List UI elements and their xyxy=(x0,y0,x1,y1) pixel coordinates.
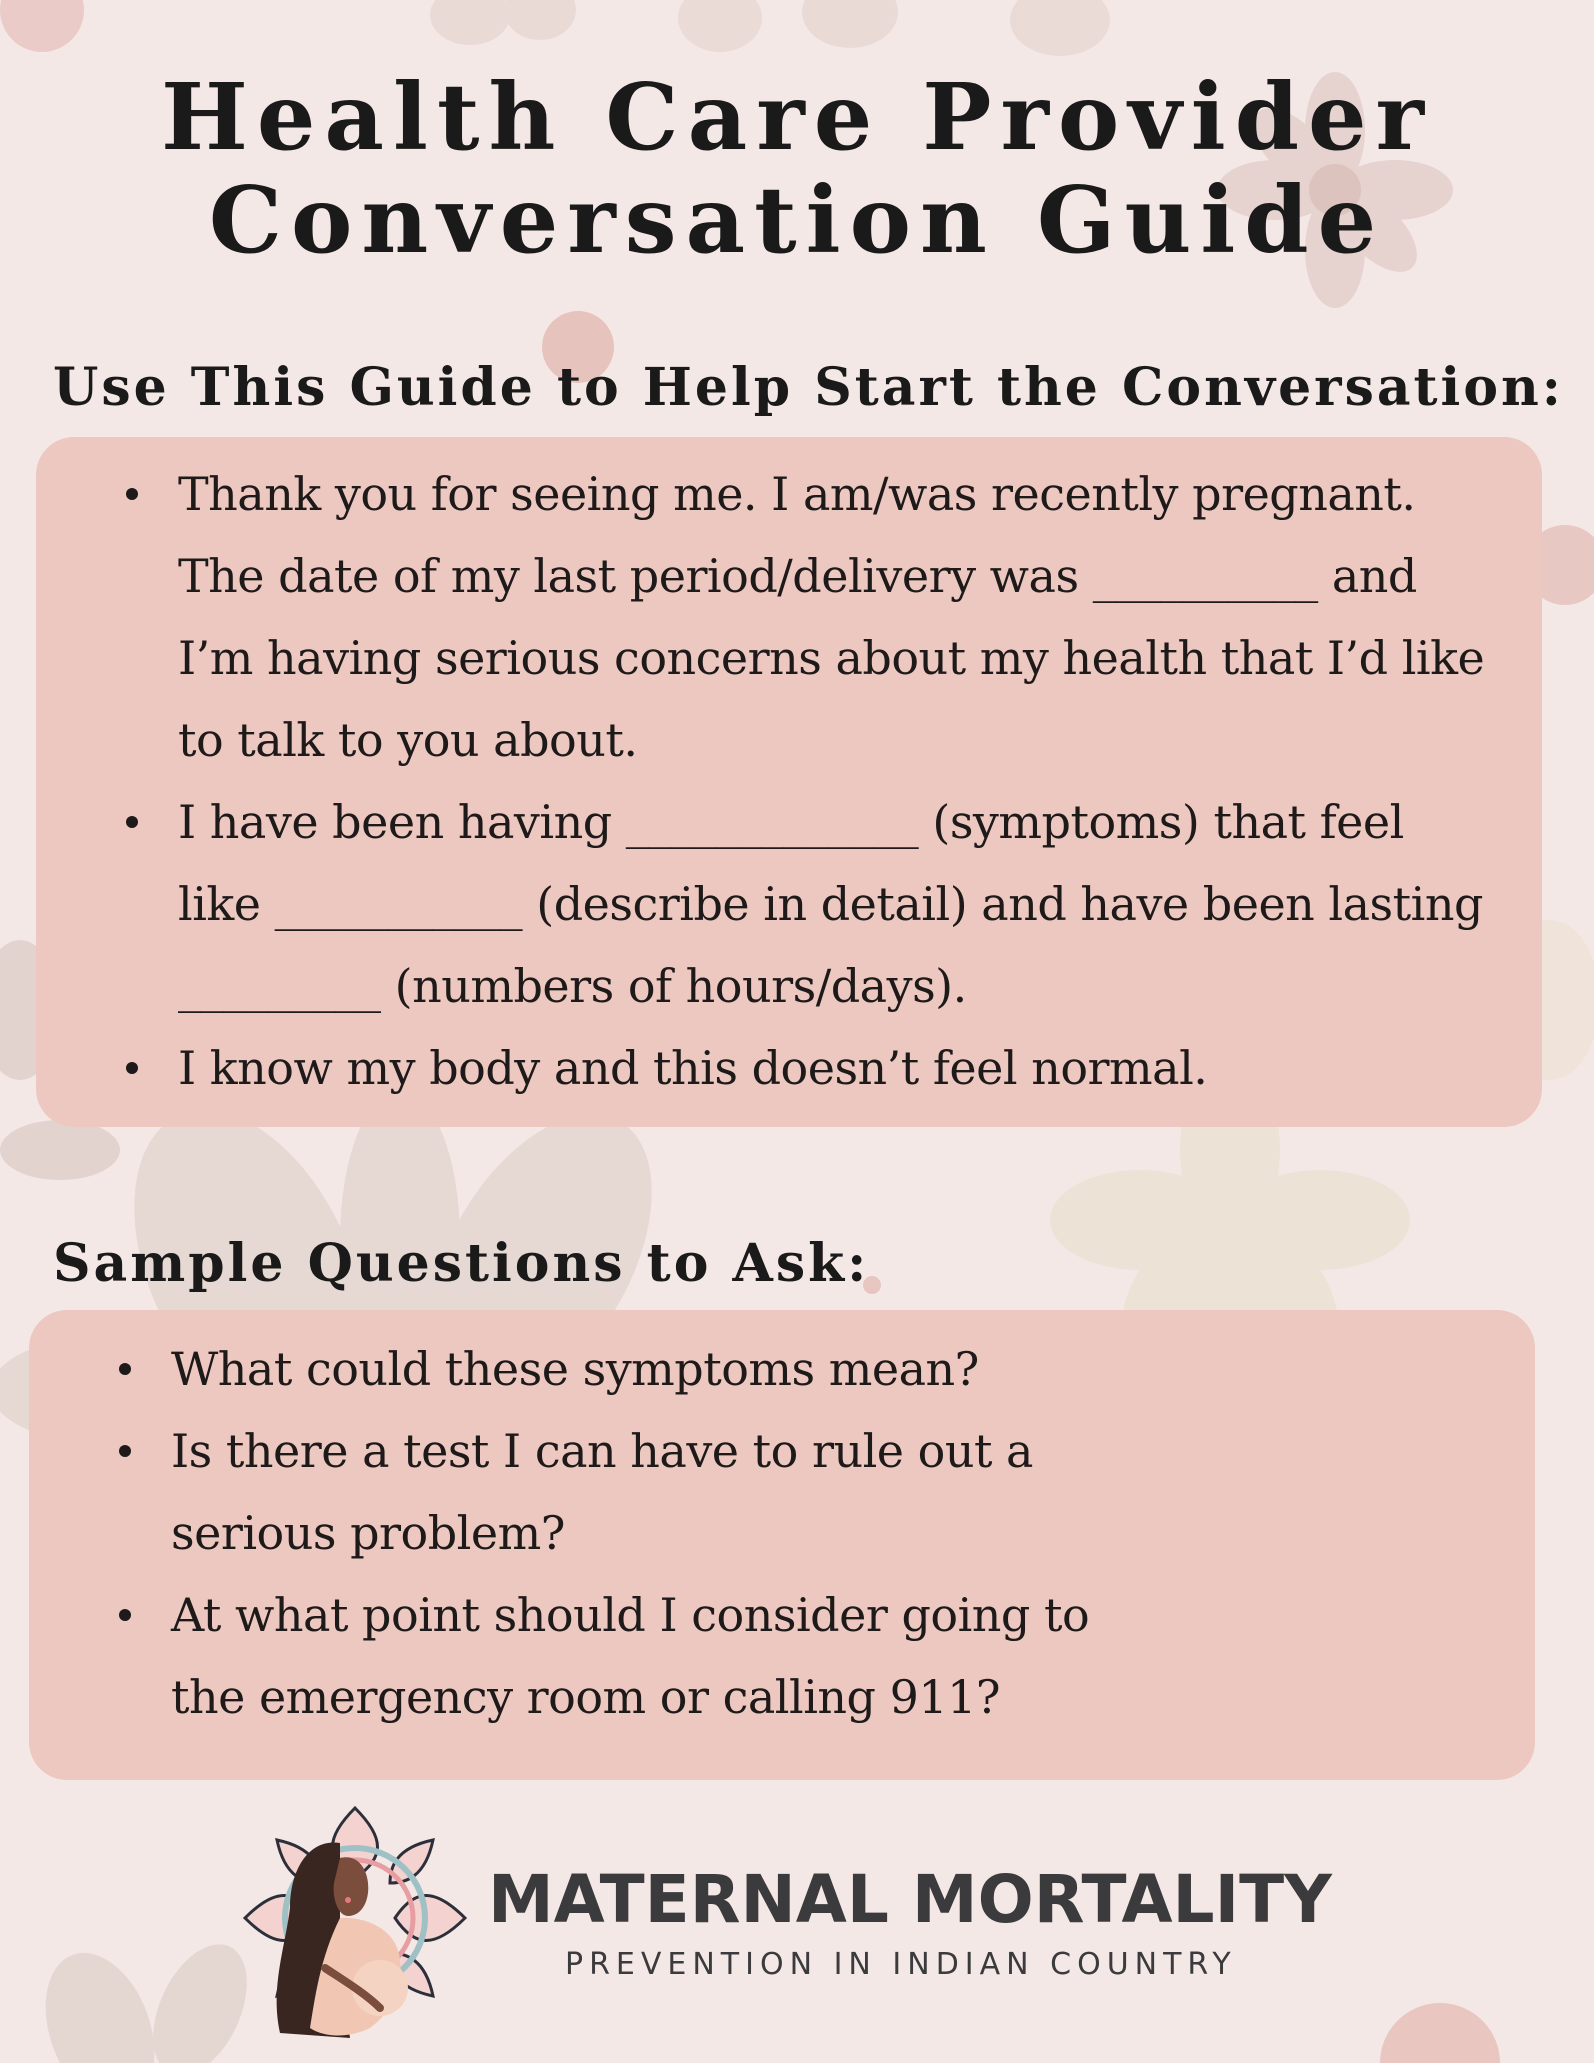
list-item xyxy=(86,1027,1506,1109)
questions-list xyxy=(79,1328,1499,1738)
list-item xyxy=(86,453,1506,781)
questions-section-heading: Sample Questions to Ask: xyxy=(53,1233,870,1294)
list-item-line: I know my body and this doesn’t feel normal. xyxy=(178,1041,1208,1095)
list-item-line: At what point should I consider going to xyxy=(171,1588,1090,1642)
questions-panel xyxy=(29,1310,1535,1780)
list-item-line: the emergency room or calling 911? xyxy=(171,1670,1001,1724)
list-item xyxy=(79,1410,1499,1574)
list-item-line: The date of my last period/delivery was __________ and xyxy=(178,549,1417,603)
brand-tagline: PREVENTION IN INDIAN COUNTRY xyxy=(565,1947,1237,1982)
list-item xyxy=(79,1574,1499,1738)
brand-name: MATERNAL MORTALITY xyxy=(488,1861,1332,1938)
list-item-line: I’m having serious concerns about my health that I’d like xyxy=(178,631,1485,685)
list-item-line: like ___________ (describe in detail) and have been lasting xyxy=(178,877,1483,931)
bullet-icon xyxy=(126,1062,138,1074)
list-item-line: _________ (numbers of hours/days). xyxy=(178,959,967,1013)
bullet-icon xyxy=(126,816,138,828)
guide-list xyxy=(86,453,1506,1109)
bullet-icon xyxy=(119,1363,131,1375)
list-item-line: Is there a test I can have to rule out a xyxy=(171,1424,1033,1478)
page-title-line-2: Conversation Guide xyxy=(208,166,1386,274)
bullet-icon xyxy=(126,488,138,500)
list-item-line: I have been having _____________ (symptoms) that feel xyxy=(178,795,1404,849)
list-item-line: serious problem? xyxy=(171,1506,565,1560)
list-item-line: Thank you for seeing me. I am/was recently pregnant. xyxy=(178,467,1416,521)
mother-emblem-icon xyxy=(230,1798,480,2048)
list-item-line: What could these symptoms mean? xyxy=(171,1342,979,1396)
guide-panel xyxy=(36,437,1542,1127)
list-item-line: to talk to you about. xyxy=(178,713,638,767)
bullet-icon xyxy=(119,1445,131,1457)
bullet-icon xyxy=(119,1609,131,1621)
list-item xyxy=(79,1328,1499,1410)
page-title-line-1: Health Care Provider xyxy=(160,63,1434,171)
list-item xyxy=(86,781,1506,1027)
guide-section-heading: Use This Guide to Help Start the Conversation: xyxy=(53,357,1564,418)
